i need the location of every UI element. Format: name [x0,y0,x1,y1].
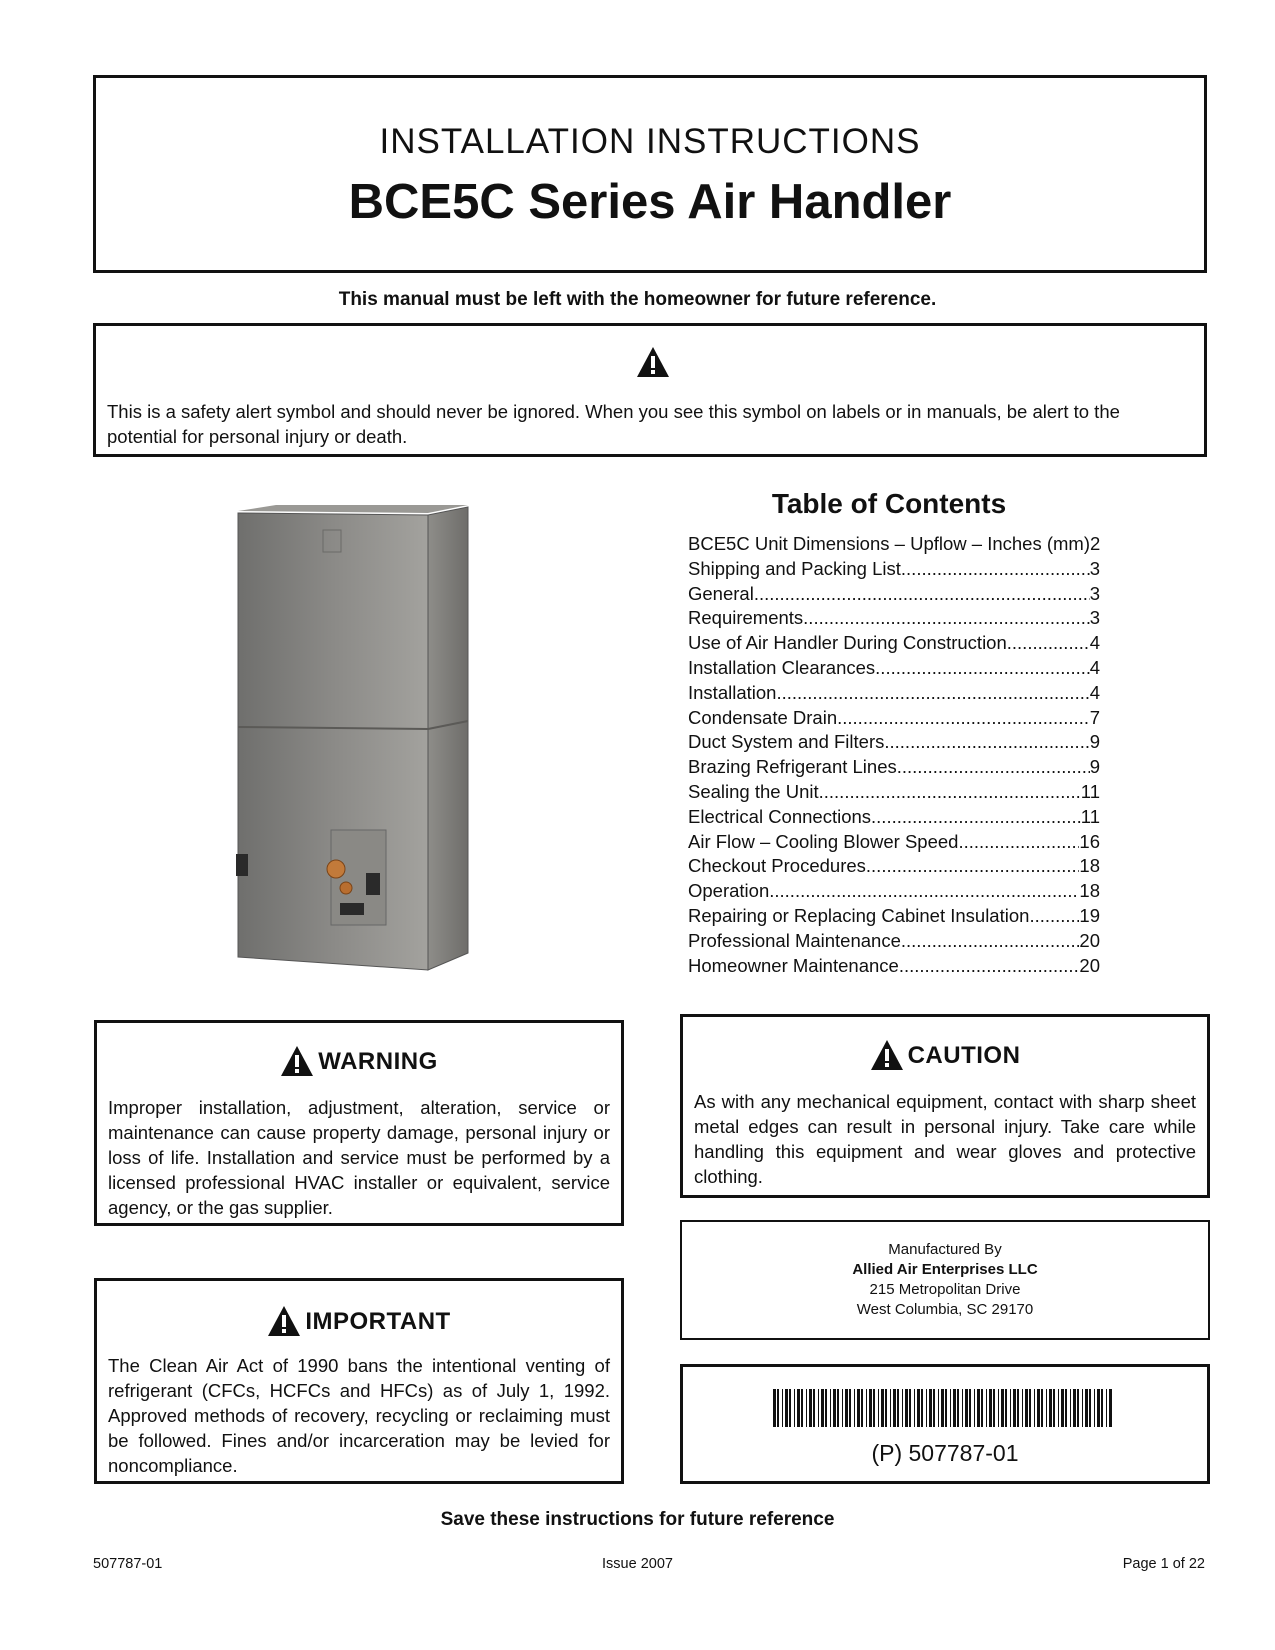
manufacturer-box [680,1220,1210,1340]
toc-entry-page: 18 [1079,880,1100,902]
toc-leader-dots [958,830,1079,855]
document-title: BCE5C Series Air Handler [348,175,952,229]
toc-entry-label: Installation [688,681,777,703]
toc-entry-page: 3 [1089,607,1100,629]
toc-entry-page: 16 [1079,830,1100,852]
toc-entry [688,954,1100,979]
title-box [93,75,1207,273]
toc-entry [688,557,1100,582]
toc-entry-page: 9 [1089,756,1100,778]
toc-entry-label: Repairing or Replacing Cabinet Insulation [688,904,1030,926]
toc-leader-dots [837,706,1090,731]
toc-leader-dots [866,854,1080,879]
toc-entry [688,755,1100,780]
toc-entry-page: 9 [1089,731,1100,753]
footer-issue: Issue 2007 [602,1556,673,1572]
toc-entry-label: Duct System and Filters [688,731,885,753]
toc-entry-label: Air Flow – Cooling Blower Speed [688,830,959,852]
toc-leader-dots [776,681,1089,706]
homeowner-note: This manual must be left with the homeowner for future reference. [338,289,937,310]
toc-entry [688,854,1100,879]
toc-entry-label: Installation Clearances [688,656,876,678]
toc-entry-label: Requirements [688,607,804,629]
toc-leader-dots [1029,904,1079,929]
manufacturer-city: West Columbia, SC 29170 [856,1301,1034,1318]
warning-triangle-icon [636,346,670,378]
toc-entry [688,780,1100,805]
toc-entry-label: Homeowner Maintenance [688,954,899,976]
toc-entry [688,730,1100,755]
toc-entry [688,656,1100,681]
toc-entry [688,532,1100,557]
footer-page-number: Page 1 of 22 [1122,1556,1205,1572]
toc-entry-page: 3 [1089,557,1100,579]
toc-leader-dots [875,656,1090,681]
warning-text: Improper installation, adjustment, alteration, service or maintenance can cause property damage, personal injury or loss of life. Installation and service must be performed by a licensed professional HVAC installer or equivalent, service agency, or the gas supplier. [108,1097,610,1218]
warning-triangle-icon [267,1305,301,1337]
toc-entry [688,805,1100,830]
toc-leader-dots [819,780,1081,805]
toc-leader-dots [897,755,1090,780]
toc-entry-label: Professional Maintenance [688,929,901,951]
document-kind: INSTALLATION INSTRUCTIONS [379,122,921,161]
toc-entry-page: 2 [1090,533,1101,554]
toc-leader-dots [901,557,1090,582]
toc-entry-label: General [688,582,754,604]
important-heading [97,1305,621,1337]
toc-entry-page: 19 [1079,904,1100,926]
warning-heading [97,1045,621,1077]
toc-entry-label: Sealing the Unit [688,780,819,802]
warning-triangle-icon [870,1039,904,1071]
toc-leader-dots [899,954,1080,979]
table-of-contents [688,488,1100,978]
toc-entry [688,706,1100,731]
safety-alert-text: This is a safety alert symbol and should never be ignored. When you see this symbol on labels or in manuals, be alert to the potential for personal injury or death. [107,401,1120,447]
toc-entry-label: Checkout Procedures [688,855,866,877]
toc-entry [688,929,1100,954]
manufacturer-address: 215 Metropolitan Drive [869,1281,1021,1298]
toc-entry-label: Use of Air Handler During Construction [688,632,1007,654]
toc-leader-dots [1007,631,1090,656]
part-number: (P) 507787-01 [871,1440,1019,1466]
toc-entry-page: 11 [1080,805,1100,827]
toc-entry-page: 3 [1089,582,1100,604]
toc-entry-label: Operation [688,880,770,902]
caution-box [680,1014,1210,1198]
toc-leader-dots [871,805,1081,830]
toc-entry-page: 20 [1079,954,1100,976]
caution-heading-label: CAUTION [907,1041,1021,1069]
air-handler-illustration [228,505,488,975]
toc-list [688,532,1100,978]
toc-entry-label: BCE5C Unit Dimensions – Upflow – Inches (mm) [688,533,1090,554]
toc-entry-label: Electrical Connections [688,805,872,827]
toc-entry-page: 7 [1089,706,1100,728]
toc-entry-label: Brazing Refrigerant Lines [688,756,897,778]
toc-entry [688,582,1100,607]
manufacturer-company: Allied Air Enterprises LLC [852,1261,1038,1278]
footer-document-number: 507787-01 [93,1556,163,1572]
toc-leader-dots [884,730,1089,755]
toc-leader-dots [769,879,1079,904]
toc-entry [688,830,1100,855]
toc-leader-dots [901,929,1080,954]
toc-entry [688,631,1100,656]
toc-entry-page: 4 [1089,632,1100,654]
toc-entry-page: 4 [1089,681,1100,703]
warning-heading-label: WARNING [318,1047,438,1075]
toc-entry-page: 4 [1089,656,1100,678]
barcode-image [773,1389,1119,1427]
warning-triangle-icon [280,1045,314,1077]
toc-entry-page: 18 [1079,855,1100,877]
toc-entry-page: 20 [1079,929,1100,951]
toc-entry-label: Shipping and Packing List [688,557,901,579]
toc-leader-dots [803,606,1090,631]
important-text: The Clean Air Act of 1990 bans the intentional venting of refrigerant (CFCs, HCFCs and HFCs) as of July 1, 1992. Approved methods of recovery, recycling or reclaiming must be followed. Fines and/or incarceration may be levied for noncompliance. [108,1355,610,1476]
caution-text: As with any mechanical equipment, contact with sharp sheet metal edges can result in personal injury. Take care while handling this equipment and wear gloves and protective clothing. [694,1091,1196,1187]
toc-entry-page: 11 [1080,780,1100,802]
important-box [94,1278,624,1484]
toc-title: Table of Contents [771,488,1007,519]
toc-entry [688,681,1100,706]
toc-entry [688,879,1100,904]
barcode-box [680,1364,1210,1484]
save-note: Save these instructions for future reference [440,1509,835,1530]
caution-heading [683,1039,1207,1071]
toc-entry [688,904,1100,929]
toc-leader-dots [754,582,1090,607]
important-heading-label: IMPORTANT [305,1307,451,1335]
manufacturer-line: Manufactured By [888,1241,1002,1258]
toc-entry-label: Condensate Drain [688,706,838,728]
warning-box [94,1020,624,1226]
toc-entry [688,606,1100,631]
safety-alert-box [93,323,1207,457]
